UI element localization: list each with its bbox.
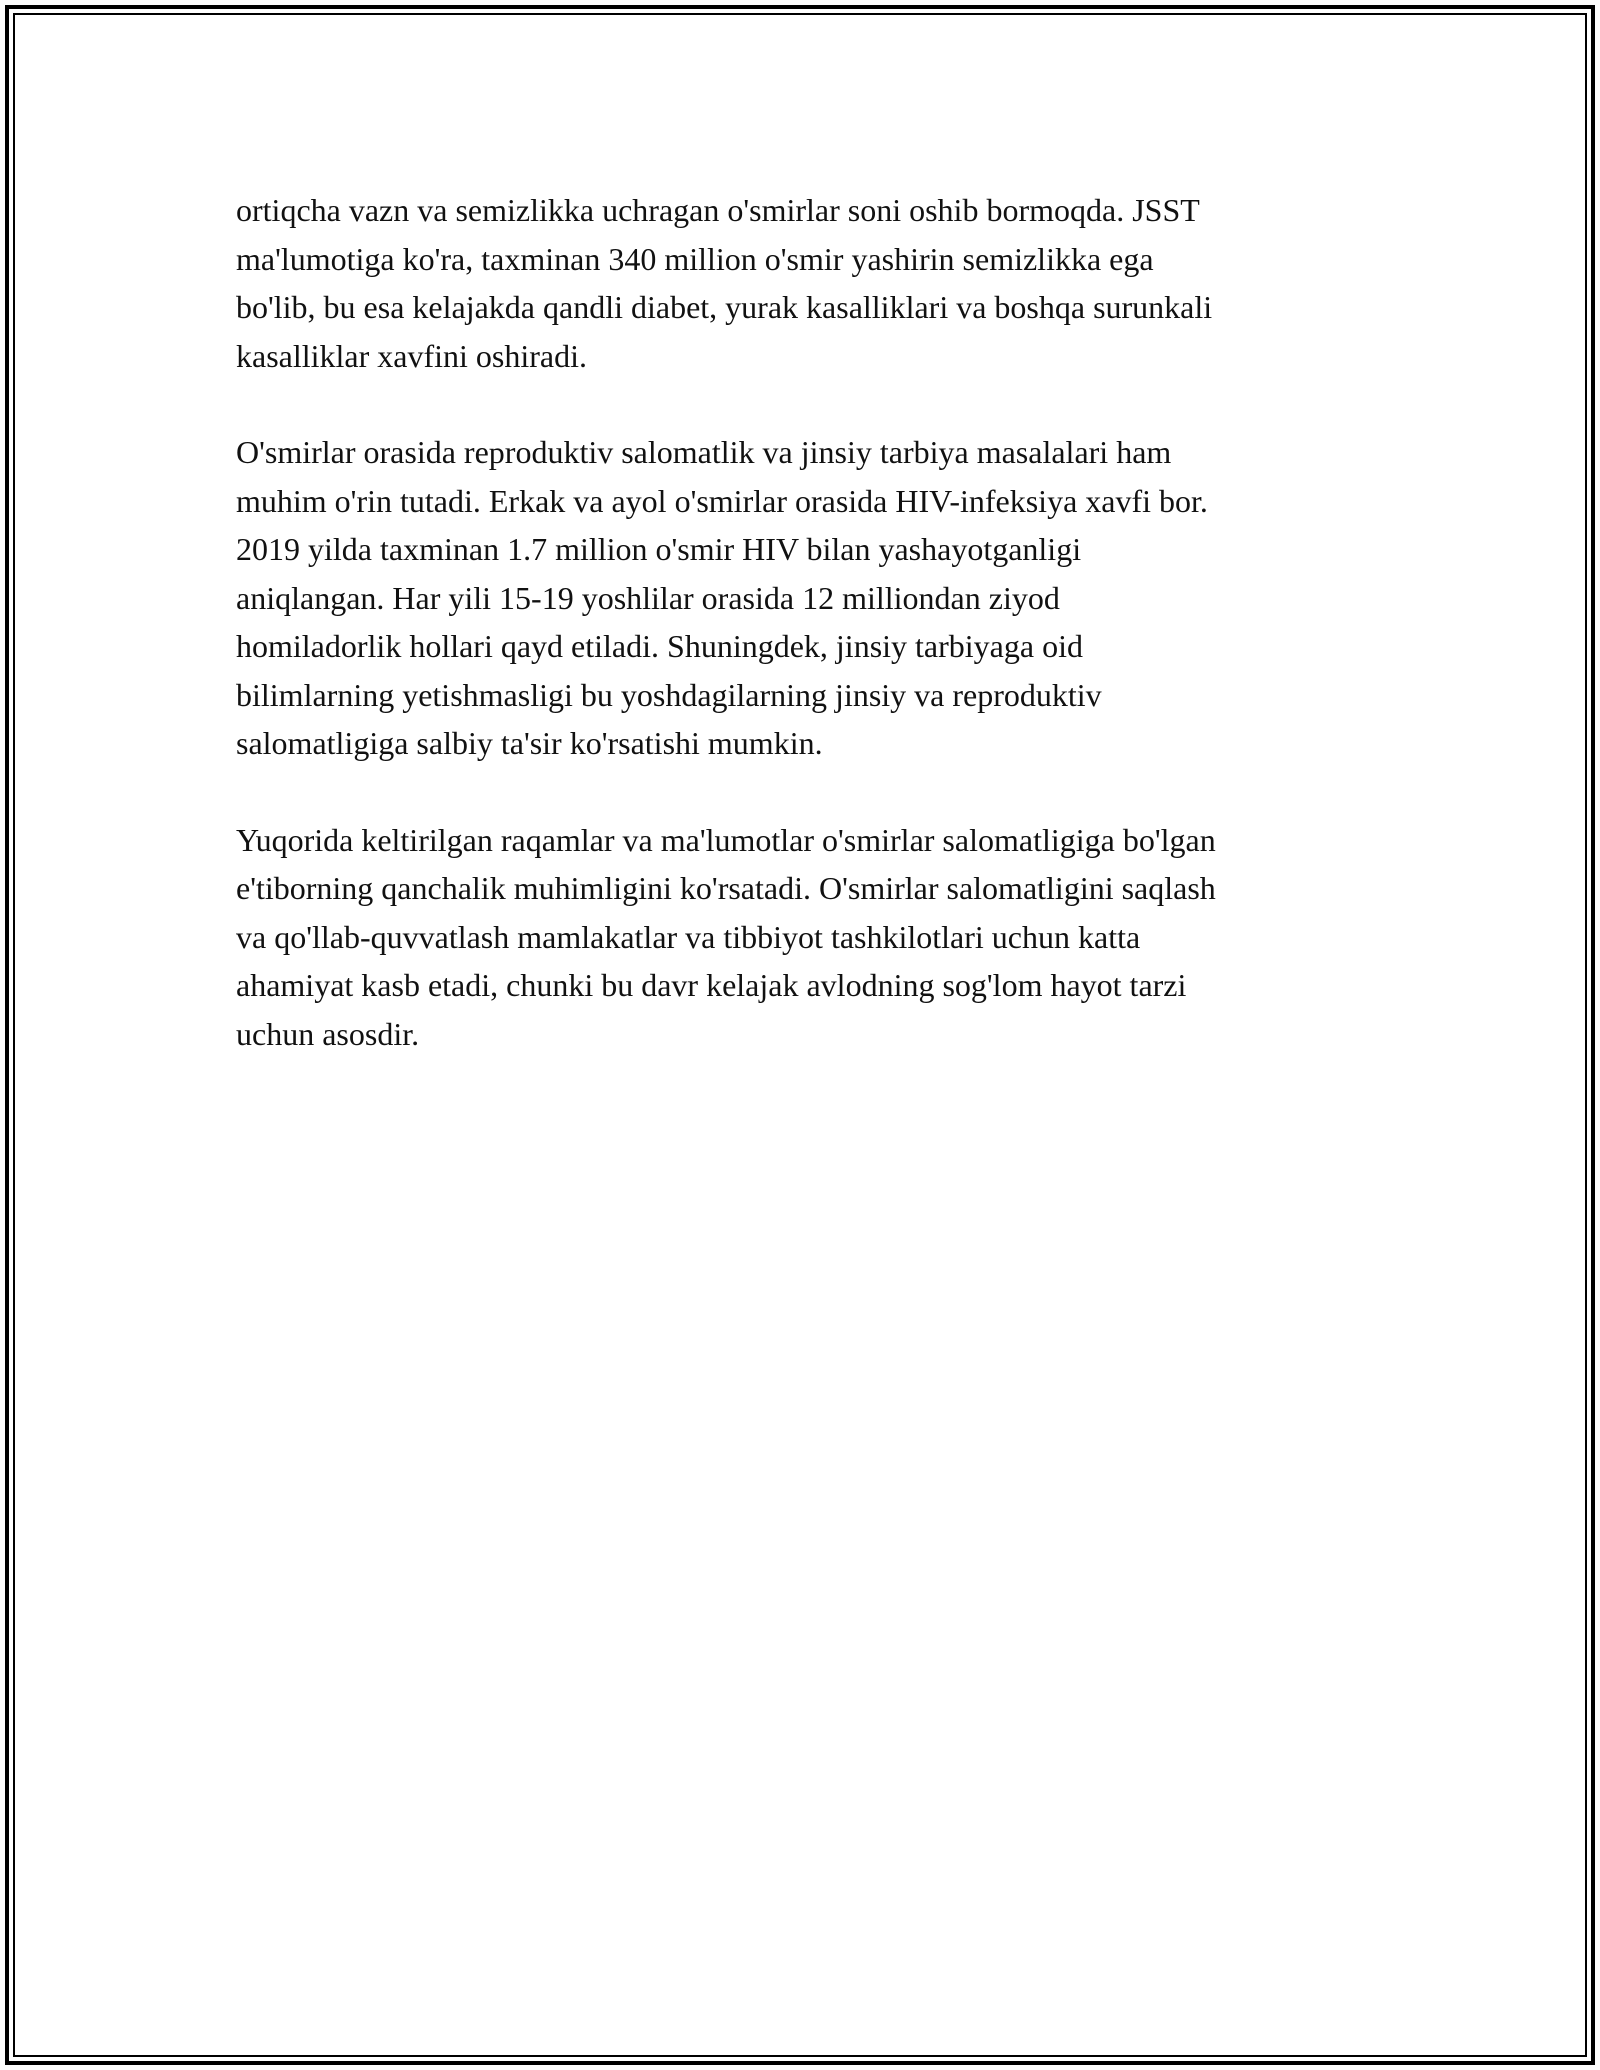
document-body [236, 186, 1376, 1106]
paragraph-conclusion: Yuqorida keltirilgan raqamlar va ma'lumotlar o'smirlar salomatligiga bo'lgan e'tiborning qanchalik muhimligini ko'rsatadi. O'smirlar salomatligini saqlash va qo'llab-quvvatlash mamlakatlar va tibbiyot tashkilotlari uchun katta ahamiyat kasb etadi, chunki bu davr kelajak avlodning sog'lom hayot tarzi uchun asosdir. [236, 821, 1216, 1052]
paragraph-reproductive-health: O'smirlar orasida reproduktiv salomatlik va jinsiy tarbiya masalalari ham muhim o'rin tutadi. Erkak va ayol o'smirlar orasida HIV-infeksiya xavfi bor. 2019 yilda taxminan 1.7 million o'smir HIV bilan yashayotganligi aniqlangan. Har yili 15-19 yoshlilar orasida 12 milliondan ziyod homiladorlik hollari qayd etiladi. Shuningdek, jinsiy tarbiyaga oid bilimlarning yetishmasligi bu yoshdagilarning jinsiy va reproduktiv salomatligiga salbiy ta'sir ko'rsatishi mumkin. [236, 434, 1208, 761]
paragraph-obesity: ortiqcha vazn va semizlikka uchragan o'smirlar soni oshib bormoqda. JSST ma'lumotiga ko'ra, taxminan 340 million o'smir yashirin semizlikka ega bo'lib, bu esa kelajakda qandli diabet, yurak kasalliklari va boshqa surunkali kasalliklar xavfini oshiradi. [236, 192, 1213, 374]
